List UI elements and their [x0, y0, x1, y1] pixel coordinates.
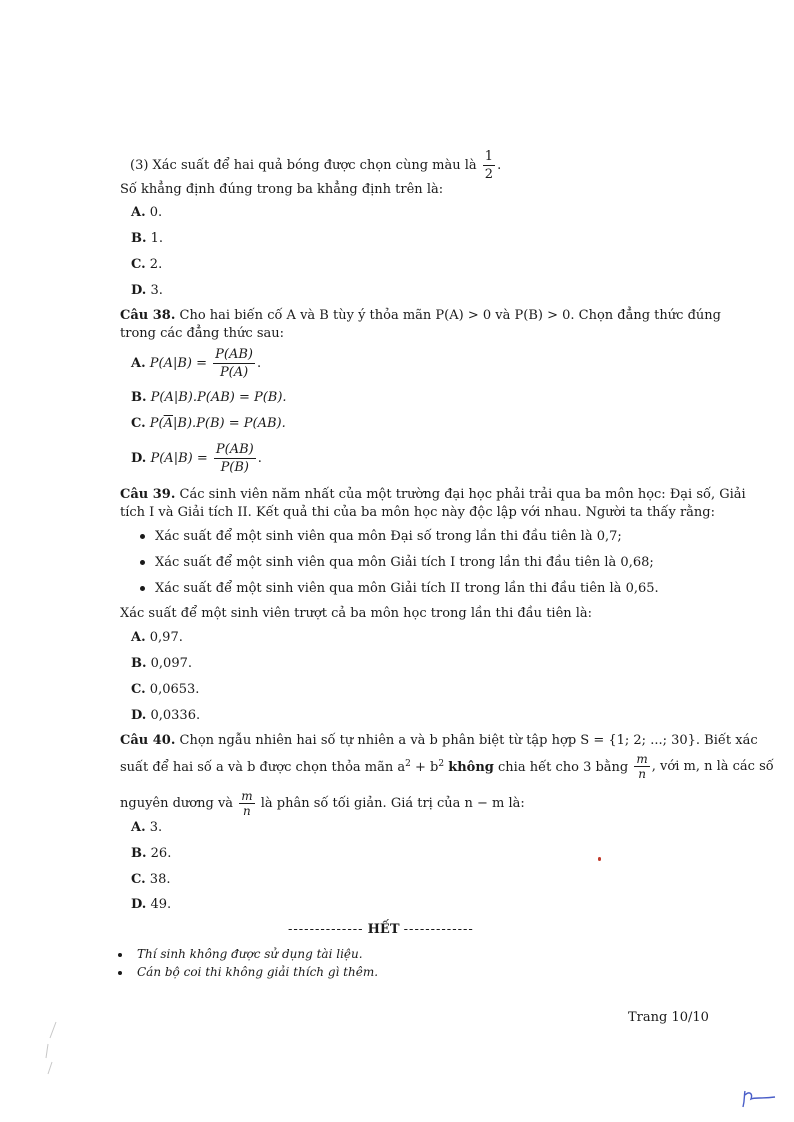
option-label: D. [131, 708, 147, 723]
statement-3-text: (3) Xác suất để hai quả bóng được chọn cùng màu là [130, 158, 477, 173]
fraction-denominator: n [638, 767, 646, 781]
option-label: C. [131, 416, 146, 431]
question-40-text: , với m, n là các số [651, 759, 774, 774]
q40-option-d[interactable] [131, 897, 171, 912]
bullet-text: Xác suất để một sinh viên qua môn Giải tích I trong lần thi đầu tiên là 0,68; [155, 555, 654, 570]
prev-option-a[interactable] [131, 205, 162, 220]
q39-option-d[interactable] [131, 708, 200, 723]
period: . [497, 158, 502, 173]
emphasis-khong: không [448, 759, 494, 775]
question-39-line2: tích I và Giải tích II. Kết quả thi của ba môn học này độc lập với nhau. Người ta thấy rằng: [120, 505, 715, 520]
option-label: D. [131, 283, 147, 298]
fraction-one-half [483, 148, 495, 183]
option-label: B. [131, 846, 147, 861]
question-40-line3 [120, 789, 525, 818]
fraction-m-over-n [239, 789, 254, 818]
option-text: 26. [150, 846, 172, 861]
option-label: C. [131, 257, 146, 272]
fraction-denominator: P(A) [219, 365, 249, 380]
note-text: Thí sinh không được sử dụng tài liệu. [137, 947, 363, 961]
question-40-text: + b [410, 759, 439, 775]
option-text: P(A|B).P(AB) = P(B). [150, 390, 287, 405]
q39-bullet-3 [140, 581, 659, 596]
q39-option-c[interactable] [131, 682, 199, 697]
q38-option-d[interactable] [131, 441, 262, 476]
note-text: Cán bộ coi thi không giải thích gì thêm. [137, 965, 379, 979]
bullet-icon [140, 534, 145, 539]
exponent: 2 [405, 758, 411, 769]
fraction-numerator: P(AB) [215, 442, 254, 457]
question-38-text: Cho hai biến cố A và B tùy ý thỏa mãn P(A) > 0 và P(B) > 0. Chọn đẳng thức đúng [179, 308, 721, 323]
q40-option-a[interactable] [131, 820, 162, 835]
q39-bullet-1 [140, 529, 622, 544]
option-text: 0,97. [149, 630, 183, 645]
q38-option-b[interactable] [131, 390, 287, 405]
option-text: 2. [149, 257, 163, 272]
fraction-denominator: 2 [484, 167, 494, 182]
question-38-label: Câu 38. [120, 308, 176, 323]
prev-option-b[interactable] [131, 231, 163, 246]
fraction-numerator: P(AB) [215, 347, 253, 362]
exponent: 2 [438, 758, 445, 769]
option-label: C. [131, 682, 146, 697]
option-text: 0,0336. [150, 708, 201, 723]
option-label: B. [131, 231, 147, 246]
pencil-mark-icon [36, 1018, 66, 1078]
question-38-line2: trong các đẳng thức sau: [120, 326, 284, 341]
period: . [257, 356, 262, 371]
option-label: C. [131, 872, 146, 887]
statement-3 [130, 148, 501, 183]
bullet-icon [118, 971, 122, 975]
page-number: Trang 10/10 [628, 1010, 709, 1025]
fraction-numerator: m [636, 752, 648, 766]
bullet-icon [118, 953, 122, 957]
question-40-text: Chọn ngẫu nhiên hai số tự nhiên a và b phân biệt từ tập hợp S = {1; 2; ...; 30}. Biết xác [179, 733, 758, 748]
bullet-text: Xác suất để một sinh viên qua môn Đại số trong lần thi đầu tiên là 0,7; [155, 529, 622, 544]
q39-bullet-2 [140, 555, 654, 570]
complement-a: $\overline{A}$ [163, 416, 174, 431]
option-label: B. [131, 656, 147, 671]
question-40-text: nguyên dương và [120, 796, 234, 811]
option-label: B. [131, 390, 147, 405]
note-1 [118, 947, 363, 961]
question-39-text: Các sinh viên năm nhất của một trường đại học phải trải qua ba môn học: Đại số, Giải [179, 487, 746, 502]
option-text: 0,097. [150, 656, 193, 671]
fraction-denominator: n [243, 804, 251, 818]
option-text: 3. [149, 820, 163, 835]
question-40-text: là phân số tối giản. Giá trị của n − m là: [260, 796, 525, 811]
question-40-line1 [120, 733, 758, 748]
end-word: HẾT [367, 922, 400, 937]
question-40-line2 [120, 752, 774, 781]
ink-speck [598, 857, 601, 861]
option-label: D. [131, 897, 147, 912]
period: . [257, 451, 262, 466]
question-39-stem: Xác suất để một sinh viên trượt cả ba môn học trong lần thi đầu tiên là: [120, 606, 593, 621]
option-text: 38. [149, 872, 171, 887]
option-lhs: P(A|B) = [149, 356, 208, 371]
option-label: A. [131, 820, 146, 835]
option-label: A. [131, 630, 146, 645]
option-label: D. [131, 451, 147, 466]
dash-rule: -------------- [288, 922, 364, 937]
fraction-numerator: 1 [484, 149, 494, 164]
option-text: 1. [150, 231, 164, 246]
question-39-label: Câu 39. [120, 487, 176, 502]
option-text: 3. [150, 283, 163, 298]
fraction [214, 441, 256, 476]
prev-question-stem: Số khẳng định đúng trong ba khẳng định trên là: [120, 182, 444, 197]
dash-rule: ------------- [403, 922, 474, 937]
q38-option-c[interactable] [131, 416, 286, 431]
option-label: A. [131, 356, 146, 371]
bullet-icon [140, 560, 145, 565]
option-lhs: P(A|B) = [150, 451, 208, 466]
q39-option-b[interactable] [131, 656, 192, 671]
option-label: A. [131, 205, 146, 220]
handwritten-mark-icon [735, 1085, 785, 1115]
question-40-label: Câu 40. [120, 733, 176, 748]
option-text: 49. [150, 897, 172, 912]
question-40-text: suất để hai số a và b được chọn thỏa mãn a [120, 759, 406, 775]
bullet-text: Xác suất để một sinh viên qua môn Giải tích II trong lần thi đầu tiên là 0,65. [155, 581, 659, 596]
fraction [213, 346, 255, 381]
option-text: 0,0653. [149, 682, 200, 697]
prev-option-d[interactable] [131, 283, 163, 298]
prev-option-c[interactable] [131, 257, 162, 272]
fraction-m-over-n [634, 752, 649, 781]
option-text: |B).P(B) = P(AB). [173, 416, 286, 431]
q40-option-c[interactable] [131, 872, 170, 887]
fraction-numerator: m [241, 789, 253, 803]
note-2 [118, 965, 378, 979]
q38-option-a[interactable] [131, 346, 261, 381]
bullet-icon [140, 586, 145, 591]
option-text: P( [149, 416, 164, 431]
question-39-line1 [120, 487, 746, 502]
q39-option-a[interactable] [131, 630, 183, 645]
option-text: 0. [149, 205, 163, 220]
end-marker [288, 922, 474, 937]
q40-option-b[interactable] [131, 846, 171, 861]
question-38-line1 [120, 308, 721, 323]
fraction-denominator: P(B) [220, 460, 250, 475]
question-40-text: chia hết cho 3 bằng [498, 759, 629, 775]
